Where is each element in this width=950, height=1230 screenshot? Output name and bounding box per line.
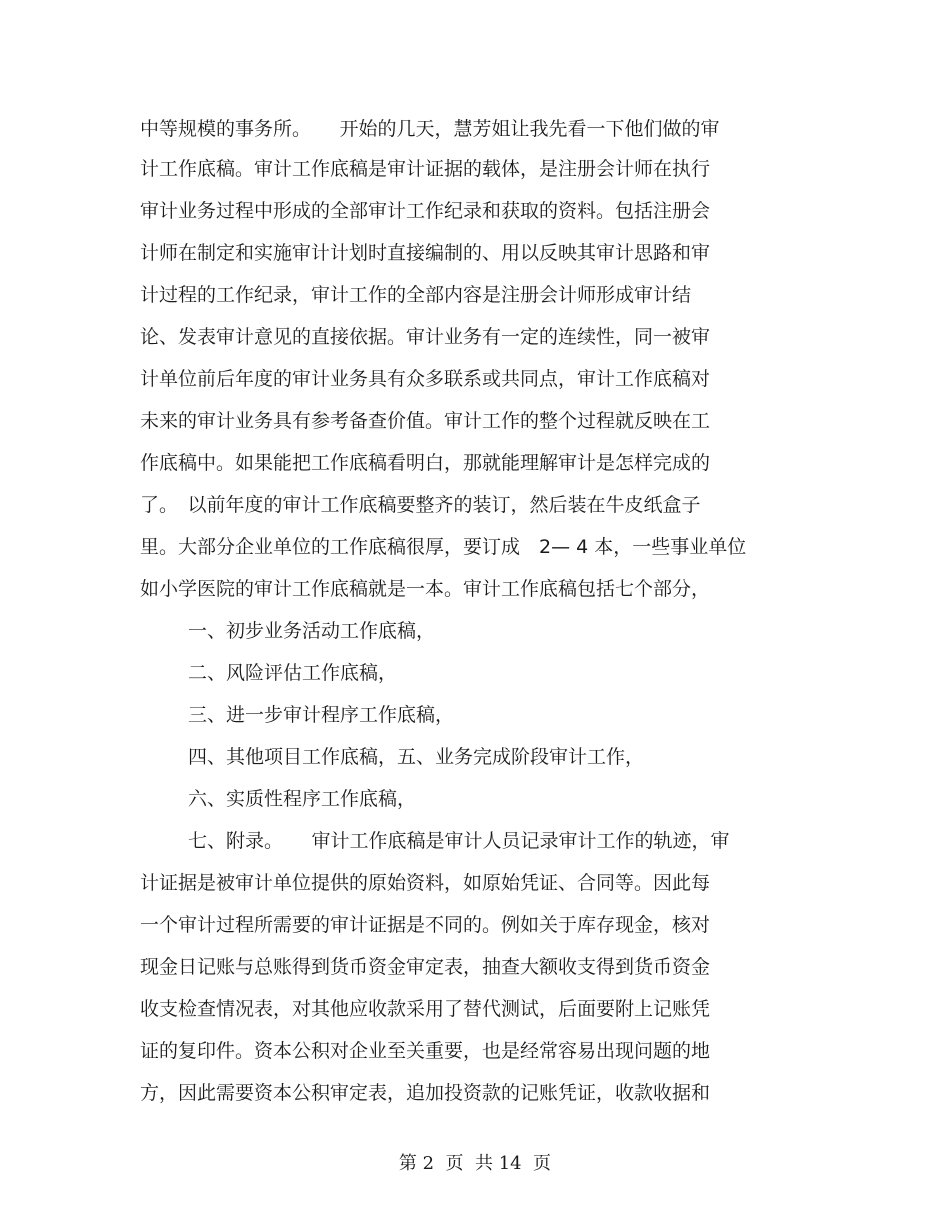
list-item: 七、附录。 审计工作底稿是审计人员记录审计工作的轨迹，审 xyxy=(188,830,730,852)
text-line: 作底稿中。如果能把工作底稿看明白，那就能理解审计是怎样完成的 xyxy=(140,452,711,474)
text-line: 方，因此需要资本公积审定表，追加投资款的记账凭证，收款收据和 xyxy=(140,1082,711,1104)
list-item: 二、风险评估工作底稿， xyxy=(188,662,398,684)
text-line: 计证据是被审计单位提供的原始资料，如原始凭证、合同等。因此每 xyxy=(140,872,711,894)
text-line: 如小学医院的审计工作底稿就是一本。审计工作底稿包括七个部分， xyxy=(140,578,711,600)
text-line: 收支检查情况表，对其他应收款采用了替代测试，后面要附上记账凭 xyxy=(140,998,711,1020)
text-line: 证的复印件。资本公积对企业至关重要，也是经常容易出现问题的地 xyxy=(140,1040,711,1062)
text-line: 里。大部分企业单位的工作底稿很厚，要订成 2— 4 本，一些事业单位 xyxy=(140,536,747,558)
list-item: 一、初步业务活动工作底稿， xyxy=(188,620,436,642)
text-line: 计工作底稿。审计工作底稿是审计证据的载体，是注册会计师在执行 xyxy=(140,158,711,180)
text-line: 未来的审计业务具有参考备查价值。审计工作的整个过程就反映在工 xyxy=(140,410,711,432)
text-line: 中等规模的事务所。 开始的几天，慧芳姐让我先看一下他们做的审 xyxy=(140,118,720,140)
list-item: 四、其他项目工作底稿，五、业务完成阶段审计工作， xyxy=(188,746,645,768)
text-line: 计过程的工作纪录，审计工作的全部内容是注册会计师形成审计结 xyxy=(140,284,692,306)
page-number-footer: 第 2 页 共 14 页 xyxy=(398,1153,552,1174)
text-line: 审计业务过程中形成的全部审计工作纪录和获取的资料。包括注册会 xyxy=(140,200,711,222)
text-line: 一个审计过程所需要的审计证据是不同的。例如关于库存现金，核对 xyxy=(140,914,711,936)
list-item: 六、实质性程序工作底稿， xyxy=(188,788,417,810)
list-item: 三、进一步审计程序工作底稿， xyxy=(188,704,455,726)
text-line: 计单位前后年度的审计业务具有众多联系或共同点，审计工作底稿对 xyxy=(140,368,711,390)
text-line: 论、发表审计意见的直接依据。审计业务有一定的连续性，同一被审 xyxy=(140,326,711,348)
text-line: 了。 以前年度的审计工作底稿要整齐的装订，然后装在牛皮纸盒子 xyxy=(140,494,701,516)
text-line: 现金日记账与总账得到货币资金审定表，抽查大额收支得到货币资金 xyxy=(140,956,711,978)
text-line: 计师在制定和实施审计计划时直接编制的、用以反映其审计思路和审 xyxy=(140,242,711,264)
